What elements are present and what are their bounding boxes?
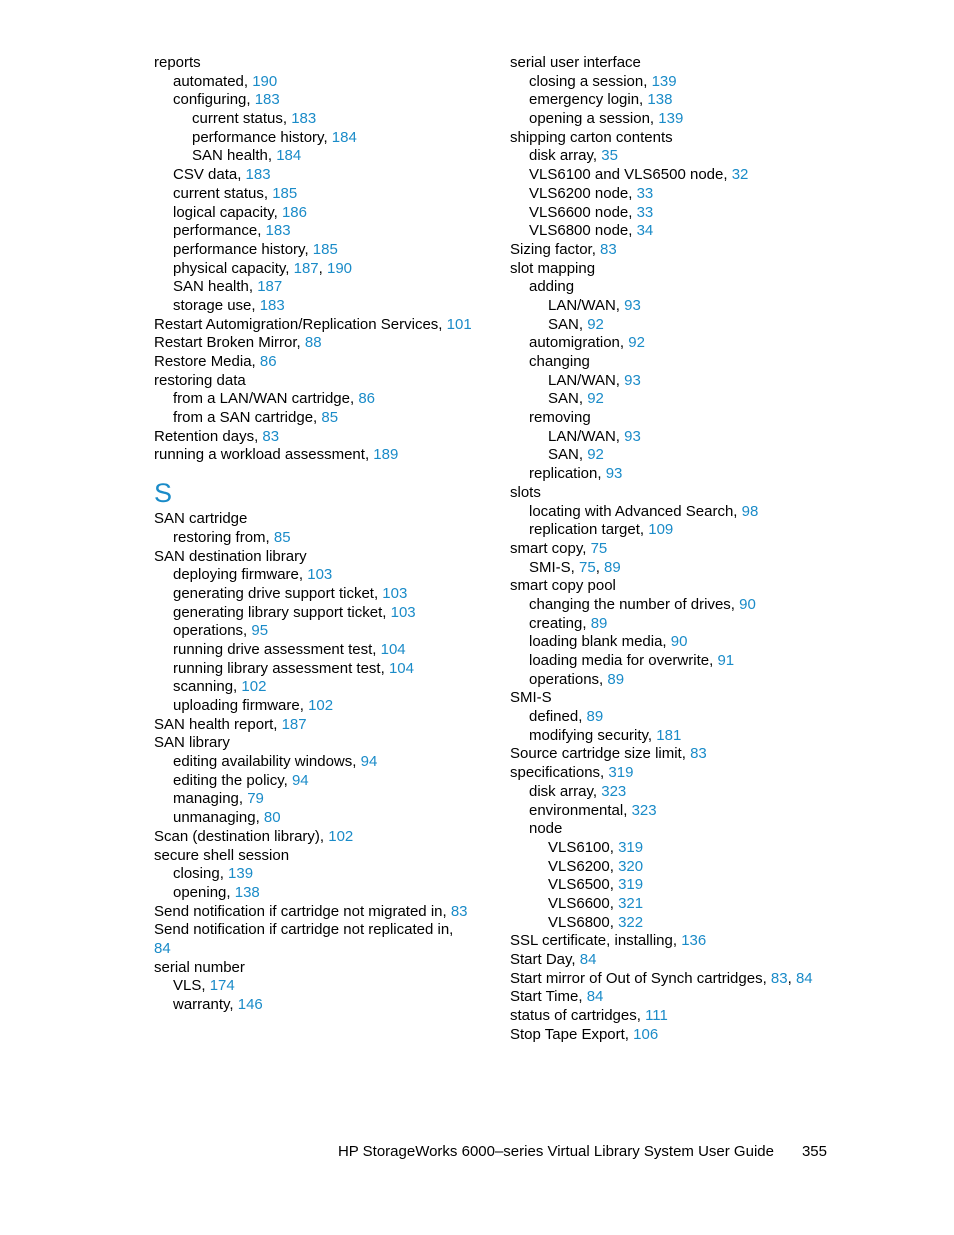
page-link[interactable]: 92	[587, 390, 604, 408]
page-link[interactable]: 103	[382, 584, 408, 602]
index-entry	[154, 772, 474, 791]
page-separator: ,	[595, 558, 605, 576]
index-entry	[154, 222, 474, 241]
page-link[interactable]: 102	[241, 678, 267, 696]
page-link[interactable]: 98	[741, 502, 759, 520]
index-term: Sizing factor,	[510, 240, 601, 258]
index-term: smart copy pool	[510, 577, 616, 595]
index-entry	[154, 753, 474, 772]
index-term: modifying security,	[529, 726, 657, 744]
index-term: Stop Tape Export,	[510, 1025, 634, 1043]
index-entry	[510, 185, 830, 204]
index-term: generating library support ticket,	[173, 603, 391, 621]
index-entry	[510, 446, 830, 465]
index-entry	[154, 372, 474, 391]
index-term: locating with Advanced Search,	[529, 502, 742, 520]
page-link[interactable]: 85	[273, 528, 291, 546]
page-link[interactable]: 86	[259, 353, 277, 370]
index-entry	[154, 185, 474, 204]
page-link[interactable]: 109	[648, 521, 674, 539]
index-term: SMI-S	[510, 689, 552, 707]
index-term: status of cartridges,	[510, 1007, 646, 1025]
page-link[interactable]: 89	[607, 670, 625, 688]
index-entry	[154, 977, 474, 996]
page-link[interactable]: 83	[690, 745, 707, 763]
index-term: SMI-S,	[529, 558, 580, 576]
page-link[interactable]: 103	[390, 603, 416, 621]
index-term: running library assessment test,	[173, 659, 389, 677]
index-entry	[154, 54, 474, 73]
index-term: Start Day,	[510, 951, 580, 968]
index-term: Restart Broken Mirror,	[154, 334, 305, 352]
index-term: slot mapping	[510, 259, 596, 277]
index-term: opening,	[173, 883, 235, 901]
index-entry	[154, 996, 474, 1015]
page-link[interactable]: 92	[628, 334, 645, 352]
index-term: SAN,	[548, 315, 588, 333]
page-link[interactable]: 83	[770, 969, 788, 987]
page-link[interactable]: 322	[618, 913, 644, 931]
page-link[interactable]: 84	[154, 939, 171, 957]
index-entry	[510, 503, 830, 522]
index-entry	[510, 540, 830, 559]
page-link[interactable]: 185	[272, 184, 298, 202]
index-term: VLS6200,	[548, 857, 619, 875]
index-term: SAN library	[154, 734, 230, 752]
index-section-letter: S	[154, 478, 173, 509]
index-entry	[154, 921, 469, 958]
index-entry	[510, 316, 830, 335]
page-link[interactable]: 75	[579, 558, 596, 576]
page-link[interactable]: 92	[587, 315, 604, 333]
index-entry	[154, 129, 474, 148]
index-entry	[510, 409, 830, 428]
index-term: Send notification if cartridge not migrated in,	[154, 902, 451, 920]
index-term: from a LAN/WAN cartridge,	[173, 390, 359, 408]
index-entry	[510, 745, 830, 764]
page-link[interactable]: 104	[388, 659, 414, 677]
index-entry	[510, 1026, 830, 1045]
page-link[interactable]: 103	[307, 566, 333, 584]
index-term: current status,	[192, 110, 292, 128]
index-term: logical capacity,	[173, 203, 282, 221]
page-link[interactable]: 319	[618, 838, 644, 856]
index-entry	[154, 790, 474, 809]
index-term: SAN,	[548, 390, 588, 408]
index-term: performance history,	[192, 128, 332, 146]
index-entry	[510, 858, 830, 877]
page-link[interactable]: 92	[587, 446, 604, 464]
page-link[interactable]: 139	[651, 72, 677, 90]
index-term: SAN cartridge	[154, 510, 248, 528]
index-entry	[510, 895, 830, 914]
index-term: VLS,	[173, 977, 210, 995]
page-link[interactable]: 183	[254, 91, 280, 109]
page-link[interactable]: 181	[656, 726, 682, 744]
page-link[interactable]: 94	[291, 771, 309, 789]
index-term: running a workload assessment,	[154, 446, 374, 464]
page-footer	[338, 1142, 827, 1162]
index-term: reports	[154, 54, 201, 71]
index-term: automigration,	[529, 334, 629, 352]
page-link[interactable]: 88	[304, 334, 322, 352]
index-entry	[510, 91, 830, 110]
index-term: slots	[510, 483, 541, 501]
index-entry	[510, 110, 830, 129]
page-link[interactable]: 102	[308, 697, 334, 714]
index-term: defined,	[529, 708, 587, 726]
page-link[interactable]: 183	[245, 166, 271, 184]
page-link[interactable]: 33	[636, 184, 654, 202]
index-entry	[510, 73, 830, 92]
page-link[interactable]: 83	[600, 240, 617, 258]
index-entry	[510, 951, 830, 970]
page-link[interactable]: 146	[237, 996, 263, 1014]
index-entry	[154, 903, 469, 922]
index-entry	[510, 521, 830, 540]
index-entry	[510, 129, 830, 148]
index-entry	[154, 110, 474, 129]
index-term: changing the number of drives,	[529, 595, 740, 613]
page-link[interactable]: 111	[645, 1007, 668, 1025]
index-entry	[154, 585, 474, 604]
index-term: VLS6500,	[548, 876, 619, 894]
index-term: closing,	[173, 865, 229, 883]
index-entry	[510, 559, 830, 578]
page-link[interactable]: 79	[247, 790, 264, 808]
index-entry	[510, 353, 830, 372]
index-entry	[154, 316, 474, 335]
index-term: Source cartridge size limit,	[510, 745, 691, 763]
index-entry	[510, 783, 830, 802]
index-entry	[510, 932, 830, 951]
page-link[interactable]: 83	[262, 427, 280, 445]
page-link[interactable]: 89	[590, 614, 608, 632]
index-entry	[154, 828, 474, 847]
index-entry	[510, 988, 830, 1007]
index-term: adding	[529, 278, 575, 296]
index-entry	[510, 334, 830, 353]
index-entry	[154, 147, 474, 166]
index-term: creating,	[529, 614, 591, 632]
index-term: from a SAN cartridge,	[173, 409, 322, 427]
index-entry	[154, 566, 474, 585]
index-term: disk array,	[529, 782, 602, 800]
page-link[interactable]: 138	[647, 91, 673, 109]
page-separator: ,	[787, 969, 796, 987]
index-term: Scan (destination library),	[154, 827, 329, 845]
page-link[interactable]: 139	[658, 110, 684, 128]
index-entry	[154, 260, 474, 279]
index-term: configuring,	[173, 91, 255, 109]
page-link[interactable]: 320	[618, 857, 644, 875]
index-term: current status,	[173, 184, 273, 202]
index-entry	[154, 660, 474, 679]
index-term: warranty,	[173, 996, 238, 1014]
index-term: SSL certificate, installing,	[510, 932, 682, 950]
index-term: VLS6800,	[548, 913, 619, 931]
index-entry	[510, 428, 830, 447]
page-link[interactable]: 35	[601, 147, 618, 165]
page-link[interactable]: 139	[228, 865, 254, 883]
index-entry	[510, 970, 830, 989]
index-term: running drive assessment test,	[173, 640, 381, 658]
index-entry	[510, 615, 830, 634]
index-entry	[510, 577, 830, 596]
index-entry	[510, 652, 830, 671]
index-term: scanning,	[173, 678, 242, 696]
index-term: CSV data,	[173, 166, 246, 184]
index-entry	[510, 708, 830, 727]
index-term: Send notification if cartridge not replicated in,	[154, 921, 454, 939]
index-term: Restart Automigration/Replication Services,	[154, 315, 447, 333]
index-term: SAN destination library	[154, 547, 307, 565]
page-number: 355	[801, 1143, 827, 1160]
page-link[interactable]: 80	[263, 809, 281, 827]
page-link[interactable]: 85	[321, 409, 339, 427]
page-separator: ,	[318, 259, 327, 277]
index-entry	[510, 484, 830, 503]
index-term: uploading firmware,	[173, 697, 309, 714]
page-link[interactable]: 102	[328, 827, 354, 845]
index-entry	[154, 548, 474, 567]
index-column-left	[154, 54, 474, 1015]
index-entry	[510, 372, 830, 391]
index-entry	[510, 1007, 830, 1026]
index-entry	[154, 865, 474, 884]
index-term: editing availability windows,	[173, 753, 361, 771]
index-entry	[154, 678, 474, 697]
page-link[interactable]: 93	[624, 427, 641, 445]
index-term: unmanaging,	[173, 809, 264, 827]
index-term: SAN health,	[173, 278, 258, 296]
index-term: removing	[529, 409, 591, 427]
index-term: emergency login,	[529, 91, 648, 109]
index-term: VLS6800 node,	[529, 222, 637, 240]
index-entry	[510, 764, 830, 783]
page-link[interactable]: 101	[446, 315, 472, 333]
index-entry	[154, 204, 474, 223]
page-link[interactable]: 323	[631, 801, 657, 819]
index-term: restoring from,	[173, 528, 274, 546]
index-entry	[154, 622, 474, 641]
index-entry	[510, 633, 830, 652]
page-link[interactable]: 95	[251, 622, 269, 640]
page-link[interactable]: 189	[373, 446, 399, 464]
index-entry	[154, 297, 474, 316]
index-entry	[510, 671, 830, 690]
page-link[interactable]: 183	[291, 110, 317, 128]
page-link[interactable]: 190	[252, 72, 278, 90]
index-term: Start Time,	[510, 988, 587, 1006]
page-link[interactable]: 84	[795, 969, 813, 987]
index-entry	[154, 641, 474, 660]
index-term: node	[529, 820, 563, 838]
footer-title: HP StorageWorks 6000–series Virtual Library System User Guide	[337, 1143, 774, 1160]
index-entry	[154, 510, 474, 529]
index-entry	[154, 428, 474, 447]
index-term: closing a session,	[529, 72, 652, 90]
index-entry	[154, 353, 474, 372]
index-term: restoring data	[154, 371, 246, 389]
index-term: replication,	[529, 465, 606, 483]
page-link[interactable]: 183	[259, 296, 285, 314]
index-term: physical capacity,	[173, 259, 294, 277]
index-term: VLS6600 node,	[529, 203, 637, 221]
index-entry	[510, 166, 830, 185]
index-term: smart copy,	[510, 539, 591, 557]
index-term: secure shell session	[154, 846, 290, 864]
page-link[interactable]: 34	[636, 222, 654, 240]
index-entry	[154, 529, 474, 548]
index-entry	[510, 390, 830, 409]
index-entry	[510, 297, 830, 316]
page-link[interactable]: 106	[633, 1025, 659, 1043]
page-link[interactable]: 84	[586, 988, 604, 1006]
page-link[interactable]: 90	[739, 595, 756, 613]
index-entry	[154, 334, 474, 353]
index-entry	[510, 278, 830, 297]
page-link[interactable]: 84	[579, 951, 597, 968]
page-link[interactable]: 136	[681, 932, 707, 950]
index-entry	[510, 260, 830, 279]
page-link[interactable]: 184	[331, 128, 357, 146]
index-entry	[154, 446, 474, 465]
index-term: disk array,	[529, 147, 602, 165]
index-term: LAN/WAN,	[548, 371, 625, 389]
index-entry	[510, 147, 830, 166]
index-entry	[510, 876, 830, 895]
index-entry	[154, 734, 474, 753]
index-entry	[154, 959, 474, 978]
index-term: generating drive support ticket,	[173, 584, 383, 602]
index-column-right	[510, 54, 830, 1044]
page-link[interactable]: 89	[604, 558, 621, 576]
index-term: Start mirror of Out of Synch cartridges,	[510, 969, 771, 987]
page-link[interactable]: 187	[281, 715, 307, 733]
index-entry	[510, 820, 830, 839]
page-link[interactable]: 319	[608, 764, 634, 782]
page-link[interactable]: 75	[590, 539, 608, 557]
page-link[interactable]: 185	[312, 240, 338, 258]
index-term: serial user interface	[510, 54, 641, 71]
index-term: Retention days,	[154, 427, 263, 445]
index-entry	[510, 727, 830, 746]
index-entry	[510, 689, 830, 708]
index-term: operations,	[173, 622, 252, 640]
index-term: storage use,	[173, 296, 260, 314]
index-entry	[510, 241, 830, 260]
index-entry	[510, 596, 830, 615]
index-term: replication target,	[529, 521, 649, 539]
index-term: loading blank media,	[529, 633, 671, 651]
page-link[interactable]: 184	[276, 147, 302, 165]
page-link[interactable]: 86	[358, 390, 376, 408]
index-term: Restore Media,	[154, 353, 260, 370]
index-term: SAN health,	[192, 147, 277, 165]
index-term: VLS6600,	[548, 894, 619, 912]
page-link[interactable]: 93	[605, 465, 623, 483]
page-link[interactable]: 104	[380, 640, 406, 658]
page-link[interactable]: 89	[586, 708, 604, 726]
page-link[interactable]: 138	[234, 883, 260, 901]
index-entry	[154, 73, 474, 92]
page-link[interactable]: 187	[293, 259, 319, 277]
index-term: deploying firmware,	[173, 566, 308, 584]
index-term: opening a session,	[529, 110, 659, 128]
index-entry	[154, 241, 474, 260]
index-term: loading media for overwrite,	[529, 652, 718, 669]
page-link[interactable]: 174	[209, 977, 235, 995]
index-term: operations,	[529, 670, 608, 688]
index-term: VLS6100 and VLS6500 node,	[529, 166, 732, 184]
page-link[interactable]: 32	[731, 166, 749, 184]
index-entry	[510, 839, 830, 858]
index-term: VLS6200 node,	[529, 184, 637, 202]
page-link[interactable]: 187	[257, 278, 283, 296]
index-term: SAN health report,	[154, 715, 282, 733]
page-link[interactable]: 186	[281, 203, 307, 221]
page-link[interactable]: 93	[624, 371, 641, 389]
page-link[interactable]: 94	[360, 753, 378, 771]
page-link[interactable]: 93	[624, 296, 641, 314]
index-term: automated,	[173, 72, 253, 90]
index-entry	[510, 222, 830, 241]
page-link[interactable]: 83	[450, 902, 468, 920]
index-term: LAN/WAN,	[548, 427, 625, 445]
index-entry	[154, 884, 474, 903]
index-entry	[154, 166, 474, 185]
index-term: editing the policy,	[173, 771, 292, 789]
page-link[interactable]: 91	[717, 652, 735, 669]
page-link[interactable]: 323	[601, 782, 627, 800]
index-entry	[510, 54, 830, 73]
index-term: serial number	[154, 958, 245, 976]
index-term: performance,	[173, 222, 266, 240]
page-link[interactable]: 183	[265, 222, 291, 240]
index-entry	[154, 409, 474, 428]
index-entry	[154, 278, 474, 297]
index-entry	[510, 465, 830, 484]
index-term: VLS6100,	[548, 838, 619, 856]
index-entry	[510, 204, 830, 223]
page-link[interactable]: 90	[670, 633, 688, 651]
index-term: performance history,	[173, 240, 313, 258]
index-entry	[154, 847, 474, 866]
index-entry	[510, 802, 830, 821]
index-entry	[154, 716, 474, 735]
index-term: shipping carton contents	[510, 128, 673, 146]
index-entry	[154, 604, 474, 623]
index-term: environmental,	[529, 801, 632, 819]
index-term: LAN/WAN,	[548, 296, 625, 314]
index-term: SAN,	[548, 446, 588, 464]
page-link[interactable]: 321	[618, 894, 644, 912]
index-term: changing	[529, 353, 590, 370]
index-term: managing,	[173, 790, 248, 808]
page-link[interactable]: 190	[326, 259, 353, 277]
index-entry	[154, 809, 474, 828]
index-entry	[154, 91, 474, 110]
index-term: specifications,	[510, 764, 609, 782]
index-entry	[510, 914, 830, 933]
page-link[interactable]: 319	[618, 876, 644, 894]
index-entry	[154, 697, 474, 716]
page-link[interactable]: 33	[636, 203, 654, 221]
index-entry	[154, 390, 474, 409]
